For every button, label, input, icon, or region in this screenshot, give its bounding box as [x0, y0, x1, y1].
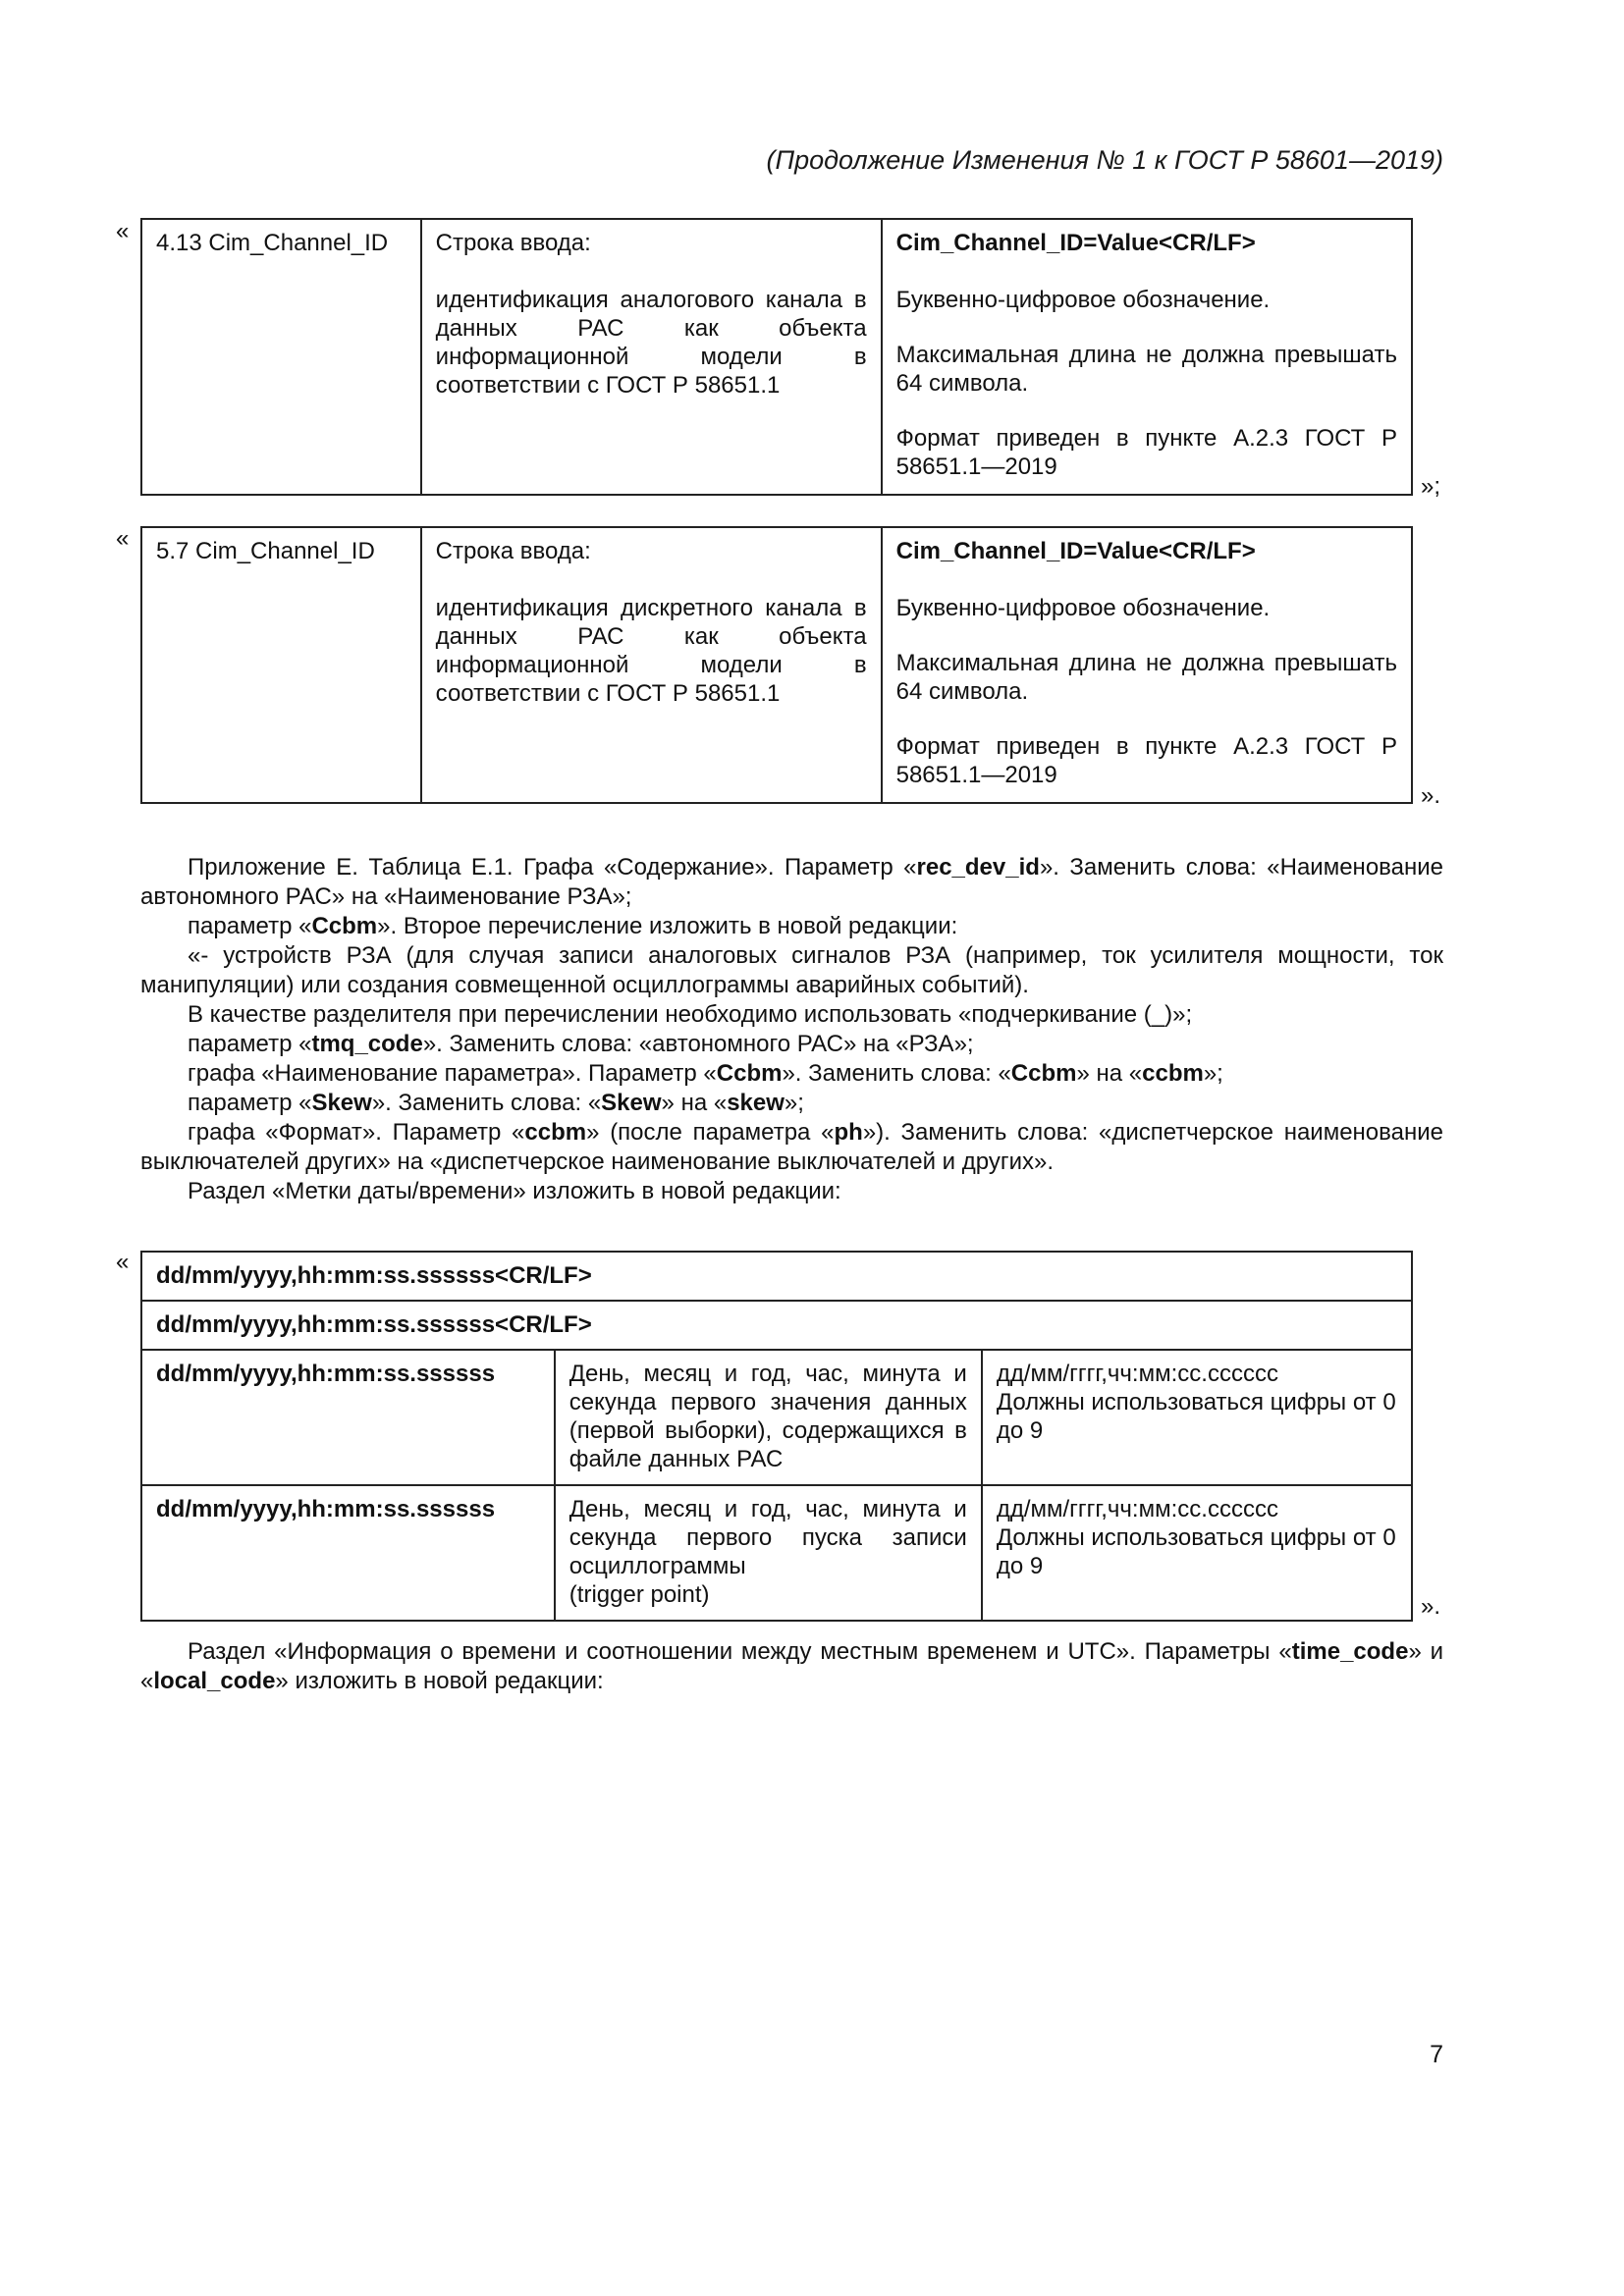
table-datetime-stamps [140, 1251, 1413, 1622]
paragraph-4: В качестве разделителя при перечислении необходимо использовать «подчеркивание (_)»; [188, 1001, 1193, 1028]
quote-close-2: ». [1421, 782, 1441, 809]
table2-desc-cell [421, 527, 882, 803]
table3-key-1: dd/mm/yyyy,hh:mm:ss.ssssss [141, 1350, 555, 1485]
table1-desc-cell [421, 219, 882, 495]
table3-desc2-2: (trigger point) [568, 1581, 710, 1608]
paragraph-1: Приложение Е. Таблица Е.1. Графа «Содержание». Параметр «rec_dev_id». Заменить слова: «Наименование автономного РАС» на «Наименование РЗА»; [140, 854, 1443, 910]
table2-format: Cim_Channel_ID=Value<CR/LF> [895, 538, 1256, 564]
table3-fmt2-2: Должны использоваться цифры от 0 до 9 [996, 1524, 1396, 1579]
table1-format: Cim_Channel_ID=Value<CR/LF> [895, 230, 1256, 256]
paragraph-6: графа «Наименование параметра». Параметр «Ccbm». Заменить слова: «Ccbm» на «ccbm»; [188, 1060, 1223, 1087]
quote-open-1: « [116, 218, 130, 244]
table1-type: Строка ввода: [435, 230, 591, 256]
table2-line2: Максимальная длина не должна превышать 64 символа. [895, 650, 1397, 705]
amendment-text-2 [140, 1637, 1443, 1696]
table2-line1: Буквенно-цифровое обозначение. [895, 595, 1271, 621]
table1-desc: идентификация аналогового канала в данных РАС как объекта информационной модели в соответствии с ГОСТ Р 58651.1 [435, 287, 867, 399]
table2-line3: Формат приведен в пункте А.2.3 ГОСТ Р 58651.1—2019 [895, 733, 1397, 788]
table3-fmt1-2: дд/мм/гггг,чч:мм:сс.сссссс [996, 1496, 1278, 1522]
table3-desc-cell-2 [555, 1485, 982, 1621]
table1-line1: Буквенно-цифровое обозначение. [895, 287, 1271, 313]
table1-line2: Максимальная длина не должна превышать 64 символа. [895, 342, 1397, 397]
table3-fmt1-1: дд/мм/гггг,чч:мм:сс.сссссс [996, 1361, 1278, 1387]
table1-param-cell: 4.13 Cim_Channel_ID [141, 219, 421, 495]
paragraph-2: параметр «Ccbm». Второе перечисление изложить в новой редакции: [188, 913, 958, 939]
paragraph-8: графа «Формат». Параметр «ccbm» (после параметра «ph»). Заменить слова: «диспетчерское наименование выключателей других» на «диспетчерское наименование выключателей и других». [140, 1119, 1443, 1175]
table2-param-cell: 5.7 Cim_Channel_ID [141, 527, 421, 803]
table3-row1: dd/mm/yyyy,hh:mm:ss.ssssss<CR/LF> [141, 1252, 1412, 1301]
page-header: (Продолжение Изменения № 1 к ГОСТ Р 58601—2019) [766, 145, 1443, 175]
table3-fmt2-1: Должны использоваться цифры от 0 до 9 [996, 1389, 1396, 1444]
table3-row2: dd/mm/yyyy,hh:mm:ss.ssssss<CR/LF> [141, 1301, 1412, 1350]
paragraph-3: «- устройств РЗА (для случая записи аналоговых сигналов РЗА (например, ток усилителя мощности, ток манипуляции) или создания совмещенной осциллограммы аварийных событий). [140, 942, 1443, 998]
table-row [141, 1485, 1412, 1621]
quote-close-3: ». [1421, 1593, 1441, 1620]
table2-format-cell [882, 527, 1412, 803]
page-number: 7 [1430, 2041, 1443, 2068]
quote-close-1: »; [1421, 473, 1441, 500]
table1-line3: Формат приведен в пункте А.2.3 ГОСТ Р 58651.1—2019 [895, 425, 1397, 480]
table3-key-2: dd/mm/yyyy,hh:mm:ss.ssssss [141, 1485, 555, 1621]
table1-format-cell [882, 219, 1412, 495]
table2-type: Строка ввода: [435, 538, 591, 564]
paragraph-10: Раздел «Информация о времени и соотношении между местным временем и UTC». Параметры «time_code» и «local_code» изложить в новой редакции: [140, 1638, 1444, 1694]
quote-open-2: « [116, 525, 130, 552]
table-row [141, 1350, 1412, 1485]
table-analog-channel [140, 218, 1413, 496]
table3-desc-1: День, месяц и год, час, минута и секунда первого значения данных (первой выборки), содержащихся в файле данных РАС [555, 1350, 982, 1485]
paragraph-5: параметр «tmq_code». Заменить слова: «автономного РАС» на «РЗА»; [188, 1031, 974, 1057]
table-discrete-channel [140, 526, 1413, 804]
quote-open-3: « [116, 1249, 130, 1275]
table3-format-cell-1 [982, 1350, 1412, 1485]
table2-desc: идентификация дискретного канала в данных РАС как объекта информационной модели в соответствии с ГОСТ Р 58651.1 [435, 595, 867, 707]
paragraph-7: параметр «Skew». Заменить слова: «Skew» на «skew»; [188, 1090, 804, 1116]
amendment-text [140, 853, 1443, 1206]
table3-format-cell-2 [982, 1485, 1412, 1621]
table3-desc-2: День, месяц и год, час, минута и секунда первого пуска записи осциллограммы [568, 1496, 967, 1579]
paragraph-9: Раздел «Метки даты/времени» изложить в новой редакции: [188, 1178, 841, 1204]
